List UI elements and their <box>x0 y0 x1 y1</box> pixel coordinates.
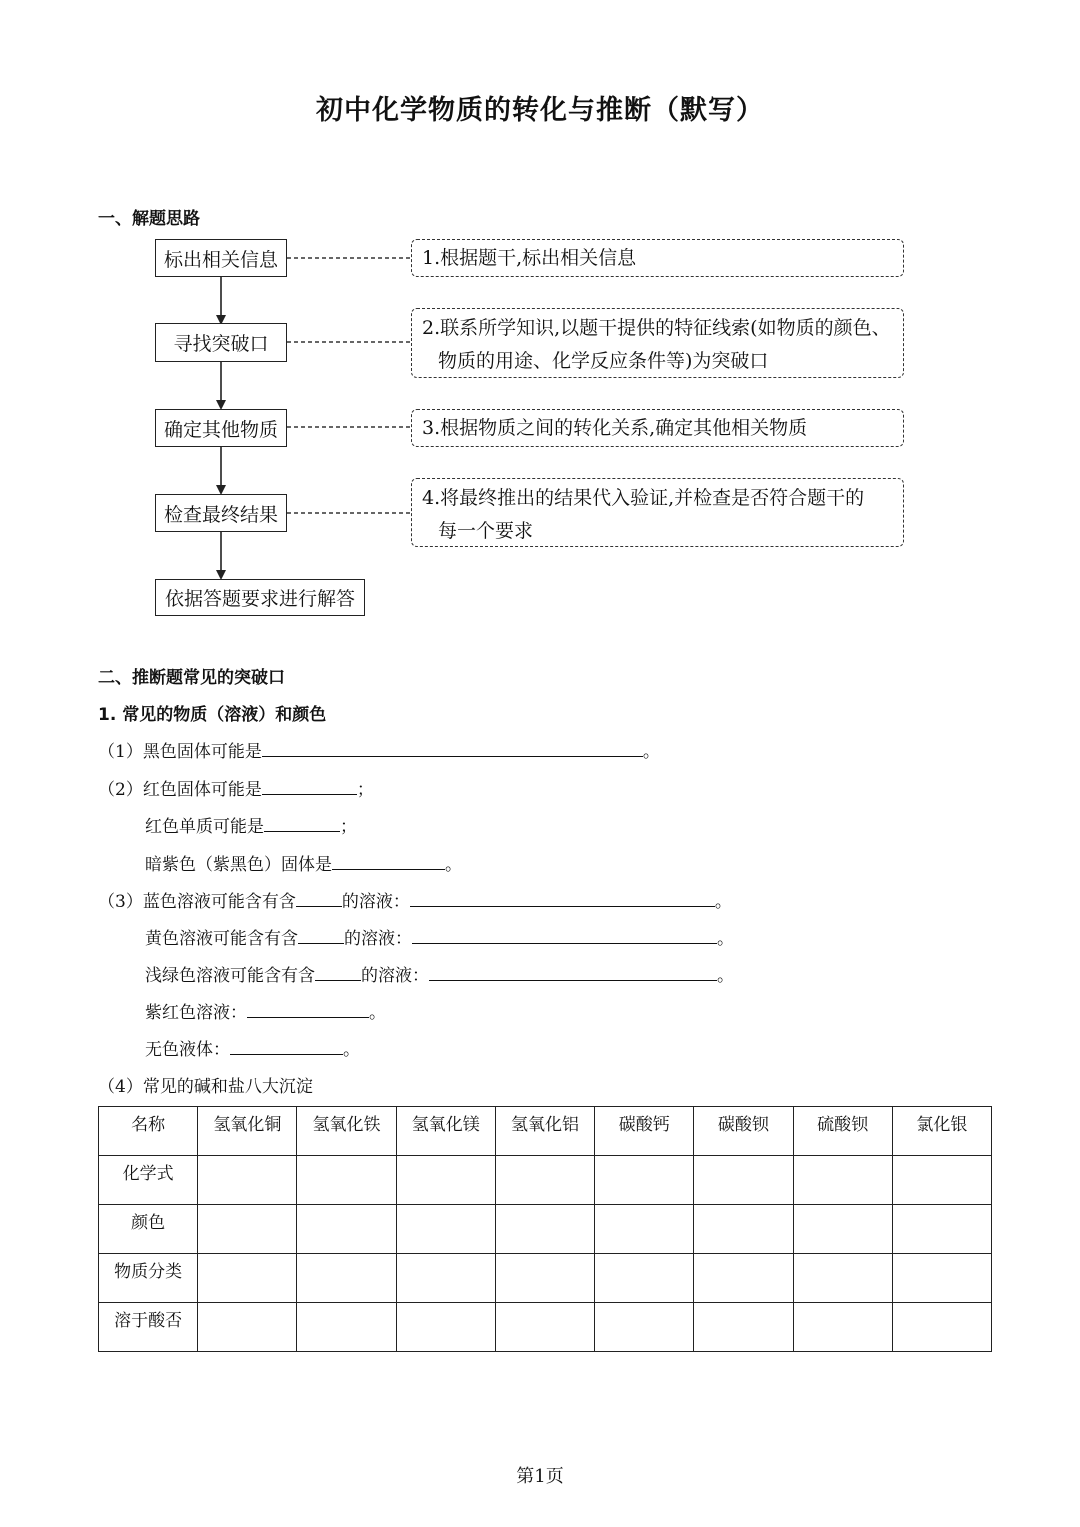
table-cell[interactable] <box>198 1303 297 1352</box>
table-cell[interactable] <box>495 1205 594 1254</box>
flow-step-5: 依据答题要求进行解答 <box>155 579 365 616</box>
note-text: 2.联系所学知识,以题干提供的特征线索(如物质的颜色、 <box>422 317 891 339</box>
table-header-cell: 氢氧化铁 <box>297 1107 396 1156</box>
question-text: 浅绿色溶液可能含有含 <box>145 966 315 986</box>
table-cell[interactable] <box>793 1156 892 1205</box>
table-row <box>99 1254 992 1303</box>
table-cell[interactable] <box>396 1303 495 1352</box>
flow-step-2: 寻找突破口 <box>155 323 287 362</box>
question-text: 。 <box>717 929 734 949</box>
question-text: 。 <box>717 966 734 986</box>
question-line <box>145 1035 360 1060</box>
question-line <box>98 775 374 800</box>
note-text: 每一个要求 <box>438 520 534 542</box>
table-header-cell: 氢氧化镁 <box>396 1107 495 1156</box>
question-text: （4）常见的碱和盐八大沉淀 <box>98 1077 313 1097</box>
table-cell[interactable] <box>495 1303 594 1352</box>
question-line <box>98 1072 313 1097</box>
question-line <box>145 812 357 837</box>
table-row <box>99 1156 992 1205</box>
answer-blank[interactable] <box>429 965 717 981</box>
question-text: 无色液体： <box>145 1040 230 1060</box>
table-cell[interactable] <box>198 1254 297 1303</box>
table-cell[interactable] <box>198 1156 297 1205</box>
table-cell[interactable] <box>297 1205 396 1254</box>
table-cell[interactable] <box>595 1156 694 1205</box>
table-cell[interactable] <box>793 1303 892 1352</box>
table-row <box>99 1303 992 1352</box>
note-box-3 <box>411 409 904 447</box>
question-text: 的溶液： <box>361 966 429 986</box>
answer-blank[interactable] <box>410 891 715 907</box>
note-text: 物质的用途、化学反应条件等)为突破口 <box>438 350 769 372</box>
table-cell[interactable] <box>793 1205 892 1254</box>
answer-blank[interactable] <box>262 741 643 757</box>
table-header-cell: 氯化银 <box>892 1107 991 1156</box>
answer-blank[interactable] <box>298 928 344 944</box>
answer-blank[interactable] <box>247 1002 369 1018</box>
question-line <box>145 961 734 986</box>
table-cell[interactable] <box>495 1254 594 1303</box>
question-line <box>145 998 386 1023</box>
note-box-2 <box>411 308 904 378</box>
table-row <box>99 1205 992 1254</box>
answer-blank[interactable] <box>332 854 445 870</box>
question-text: ； <box>340 817 357 837</box>
table-cell[interactable] <box>297 1156 396 1205</box>
table-cell[interactable] <box>892 1156 991 1205</box>
note-box-4 <box>411 478 904 547</box>
table-cell[interactable] <box>297 1254 396 1303</box>
table-header-cell: 碳酸钡 <box>694 1107 793 1156</box>
table-header-cell: 硫酸钡 <box>793 1107 892 1156</box>
answer-blank[interactable] <box>230 1039 343 1055</box>
table-row-label: 颜色 <box>99 1205 198 1254</box>
answer-blank[interactable] <box>412 928 717 944</box>
table-cell[interactable] <box>892 1254 991 1303</box>
answer-blank[interactable] <box>315 965 361 981</box>
page-number: 第1页 <box>516 1466 564 1487</box>
table-cell[interactable] <box>595 1303 694 1352</box>
question-text: ； <box>356 780 374 800</box>
table-header-cell: 氢氧化铜 <box>198 1107 297 1156</box>
note-box-1 <box>411 239 904 277</box>
question-text: 暗紫色（紫黑色）固体是 <box>145 855 332 875</box>
answer-blank[interactable] <box>264 816 340 832</box>
note-text: 1.根据题干,标出相关信息 <box>422 247 637 269</box>
question-line <box>145 924 734 949</box>
note-text: 4.将最终推出的结果代入验证,并检查是否符合题干的 <box>422 487 865 509</box>
question-line <box>145 850 462 875</box>
flow-step-4: 检查最终结果 <box>155 494 287 532</box>
table-row-label: 化学式 <box>99 1156 198 1205</box>
table-cell[interactable] <box>396 1205 495 1254</box>
question-line <box>98 887 732 912</box>
table-header-cell: 碳酸钙 <box>595 1107 694 1156</box>
question-text: 红色单质可能是 <box>145 817 264 837</box>
precipitates-table <box>98 1106 992 1352</box>
question-text: 。 <box>714 892 732 912</box>
table-row-label: 溶于酸否 <box>99 1303 198 1352</box>
table-cell[interactable] <box>396 1254 495 1303</box>
question-text: 。 <box>445 855 462 875</box>
question-text: 。 <box>369 1003 386 1023</box>
flow-step-3: 确定其他物质 <box>155 409 287 447</box>
table-header-cell: 氢氧化铝 <box>495 1107 594 1156</box>
table-cell[interactable] <box>694 1156 793 1205</box>
subsection-heading-colors: 1. 常见的物质（溶液）和颜色 <box>98 705 327 725</box>
table-cell[interactable] <box>495 1156 594 1205</box>
section-heading-breakthrough: 二、推断题常见的突破口 <box>98 668 285 688</box>
table-cell[interactable] <box>198 1205 297 1254</box>
table-cell[interactable] <box>793 1254 892 1303</box>
question-text: （3）蓝色溶液可能含有含 <box>98 892 296 912</box>
note-text: 3.根据物质之间的转化关系,确定其他相关物质 <box>422 417 808 439</box>
table-cell[interactable] <box>892 1205 991 1254</box>
page-title: 初中化学物质的转化与推断（默写） <box>316 95 764 126</box>
answer-blank[interactable] <box>296 891 342 907</box>
table-cell[interactable] <box>892 1303 991 1352</box>
question-text: 。 <box>642 742 660 762</box>
question-text: 的溶液： <box>344 929 412 949</box>
table-cell[interactable] <box>595 1205 694 1254</box>
question-text: 黄色溶液可能含有含 <box>145 929 298 949</box>
table-row-label: 物质分类 <box>99 1254 198 1303</box>
question-text: 紫红色溶液： <box>145 1003 247 1023</box>
answer-blank[interactable] <box>262 779 357 795</box>
question-text: 的溶液： <box>341 892 410 912</box>
section-heading-approach: 一、解题思路 <box>98 209 200 229</box>
table-header-row <box>99 1107 992 1156</box>
table-cell[interactable] <box>694 1254 793 1303</box>
table-cell[interactable] <box>694 1205 793 1254</box>
flow-step-1: 标出相关信息 <box>155 239 287 277</box>
question-text: （2）红色固体可能是 <box>98 780 262 800</box>
question-text: （1）黑色固体可能是 <box>98 742 262 762</box>
table-header-cell: 名称 <box>99 1107 198 1156</box>
table-cell[interactable] <box>297 1303 396 1352</box>
question-line <box>98 737 660 762</box>
table-cell[interactable] <box>396 1156 495 1205</box>
table-cell[interactable] <box>595 1254 694 1303</box>
question-text: 。 <box>343 1040 360 1060</box>
table-cell[interactable] <box>694 1303 793 1352</box>
